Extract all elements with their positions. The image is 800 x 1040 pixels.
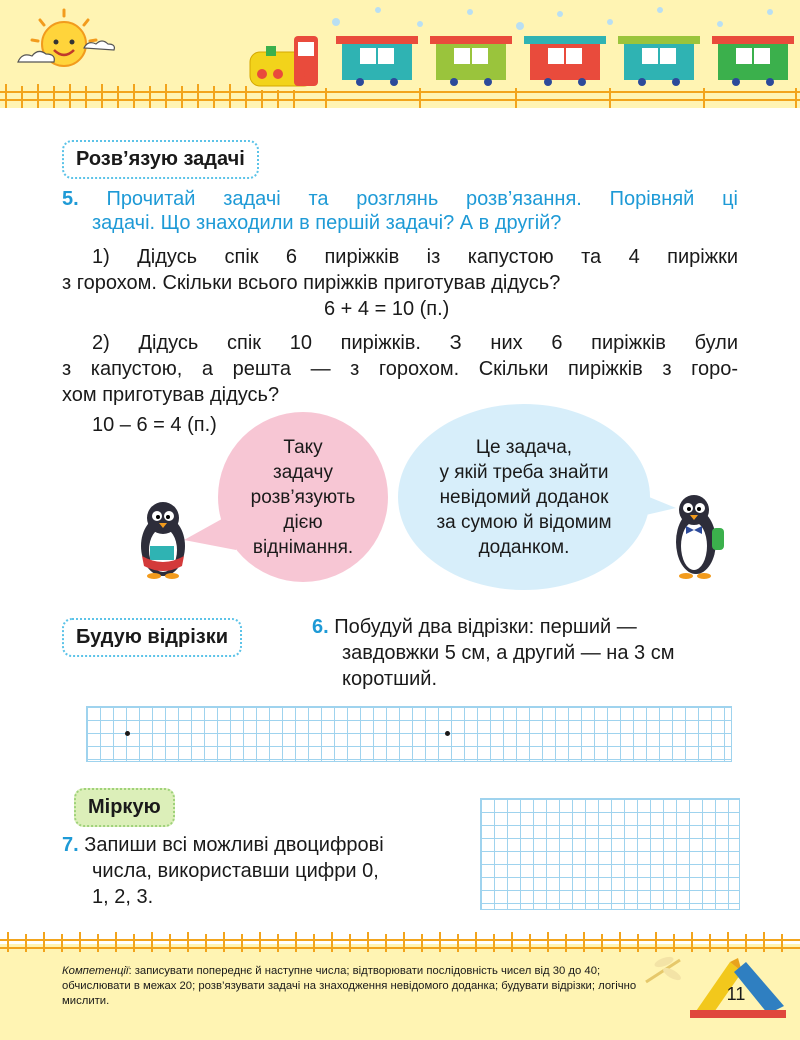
bubble-right-line: у якій треба знайти bbox=[439, 461, 609, 483]
penguin-icon bbox=[664, 488, 728, 580]
task7-line2: числа, використавши цифри 0, bbox=[92, 860, 379, 882]
penguin-icon bbox=[130, 496, 196, 580]
page-number: 11 bbox=[726, 984, 746, 1004]
competences-body: : записувати попереднє й наступне числа; відтворювати послідовність чисел від 30 до 40; обчислювати в межах 20; розв’язувати задачі на знаходження невідомого доданка; будувати відрізки; логічно мислити. bbox=[62, 965, 637, 1007]
bubble-left-line: віднімання. bbox=[252, 536, 354, 558]
task5-problem1-solution: 6 + 4 = 10 (п.) bbox=[324, 298, 450, 320]
task5-problem2-solution: 10 – 6 = 4 (п.) bbox=[92, 414, 217, 436]
dragonfly-icon bbox=[640, 952, 690, 988]
task7-number: 7. bbox=[62, 834, 79, 856]
task6-line3: коротший. bbox=[342, 668, 438, 690]
speech-bubble-right bbox=[398, 404, 650, 590]
bubble-right-line: доданком. bbox=[478, 536, 570, 558]
task5-number: 5. bbox=[62, 188, 79, 210]
section-tag-segments: Будую відрізки bbox=[62, 618, 242, 657]
segment-start-point bbox=[445, 731, 450, 736]
competences-label: Компетенції bbox=[62, 965, 129, 977]
task7-line1: 7. Запиши всі можливі двоцифрові bbox=[62, 834, 384, 856]
task5-problem2-line2: з капустою, а решта — з горохом. Скільки пиріжків з горо- bbox=[62, 358, 738, 380]
segment-start-point bbox=[125, 731, 130, 736]
task5-prompt-line2: задачі. Що знаходили в першій задачі? А в другій? bbox=[92, 212, 562, 234]
header-illustration bbox=[0, 0, 800, 112]
train-icon bbox=[250, 36, 794, 86]
bubble-right-line: Це задача, bbox=[475, 436, 573, 458]
task5-problem1-line1: 1) Дідусь спік 6 пиріжків із капустою та 4 пиріжки bbox=[92, 246, 738, 268]
grass-icon bbox=[0, 928, 800, 952]
bubble-right-line: за сумою й відомим bbox=[436, 511, 612, 533]
bubble-left-line: Таку bbox=[283, 436, 323, 458]
competences-text bbox=[62, 964, 662, 1009]
speech-bubble-left bbox=[218, 412, 388, 582]
task5-problem2-line1: 2) Дідусь спік 10 пиріжків. З них 6 пиріжків були bbox=[92, 332, 738, 354]
bubble-left-line: дією bbox=[283, 511, 323, 533]
task5-problem2-line3: хом приготував дідусь? bbox=[62, 384, 280, 406]
bubble-left-line: задачу bbox=[273, 461, 333, 483]
bubble-left-line: розв’язують bbox=[250, 486, 356, 508]
task5-prompt-line1: 5. Прочитай задачі та розглянь розв’язання. Порівняй ці bbox=[62, 188, 738, 210]
bubble-right-line: невідомий доданок bbox=[439, 486, 609, 508]
task5-problem1-line2: з горохом. Скільки всього пиріжків приготував дідусь? bbox=[62, 272, 561, 294]
segment-grid[interactable] bbox=[86, 706, 732, 762]
answer-grid[interactable] bbox=[480, 798, 740, 910]
task7-line3: 1, 2, 3. bbox=[92, 886, 154, 908]
section-tag-reasoning: Міркую bbox=[74, 788, 175, 827]
grass-icon bbox=[0, 92, 800, 100]
task6-line1: 6. Побудуй два відрізки: перший — bbox=[312, 616, 637, 638]
task6-line2: завдовжки 5 см, а другий — на 3 см bbox=[342, 642, 675, 664]
task6-number: 6. bbox=[312, 616, 329, 638]
section-tag-solve: Розв’язую задачі bbox=[62, 140, 259, 179]
